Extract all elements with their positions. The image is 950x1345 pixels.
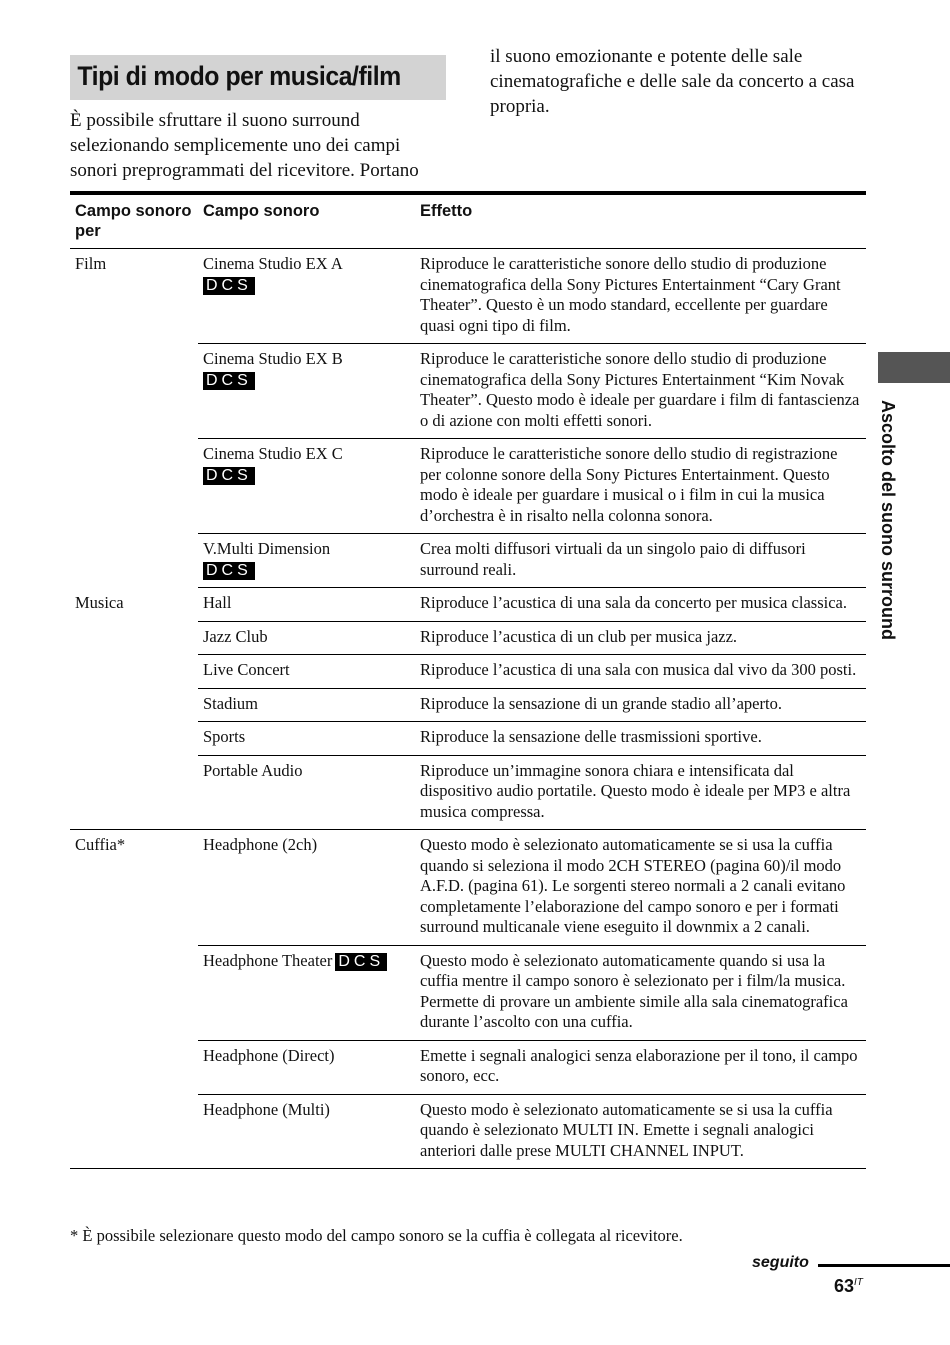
header-category: Campo sonoro per [70, 195, 198, 249]
dcs-badge: DCS [203, 372, 255, 390]
header-sound-field: Campo sonoro [198, 195, 415, 249]
header-effect: Effetto [415, 195, 866, 249]
sound-field-effect: Riproduce l’acustica di una sala da concerto per musica classica. [415, 588, 866, 622]
sound-field-name: Hall [198, 588, 415, 622]
sound-field-name: Live Concert [198, 655, 415, 689]
sound-field-effect: Riproduce le caratteristiche sonore dello studio di registrazione per colonne sonore della Sony Pictures Entertainment. Questo modo è ideale per guardare i musical o i film in cui la musica d’orchestra è in risalto nella colonna sonora. [415, 439, 866, 534]
intro-paragraph-left: È possibile sfruttare il suono surround selezionando semplicemente uno dei campi sonori preprogrammati del ricevitore. Portano [70, 110, 419, 181]
sound-field-name: Sports [198, 722, 415, 756]
sound-field-name: Headphone (2ch) [198, 830, 415, 946]
footnote: * È possibile selezionare questo modo del campo sonoro se la cuffia è collegata al ricevitore. [70, 1226, 683, 1245]
table-row [70, 588, 866, 622]
sound-field-effect: Riproduce l’acustica di un club per musica jazz. [415, 621, 866, 655]
sound-field-effect: Riproduce un’immagine sonora chiara e intensificata dal dispositivo audio portatile. Questo modo è ideale per MP3 e altra musica compressa. [415, 755, 866, 830]
sound-field-effect: Questo modo è selezionato automaticamente quando si usa la cuffia mentre il campo sonoro è selezionato per i film/la musica. Permette di provare un ambiente simile alla sala cinematografica durante l’ascolto con una cuffia. [415, 945, 866, 1040]
dcs-badge: DCS [203, 277, 255, 295]
table-row [70, 830, 866, 946]
page-number: $63^{IT}$ [834, 1276, 863, 1296]
continued-label: seguito [752, 1254, 809, 1271]
category-musica: Musica [70, 588, 198, 830]
continued-rule [818, 1264, 950, 1267]
sound-field-name: Headphone Theater DCS [198, 945, 415, 1040]
sound-field-name: Headphone (Multi) [198, 1094, 415, 1169]
sound-field-name: Cinema Studio EX B DCS [198, 344, 415, 439]
dcs-badge: DCS [203, 562, 255, 580]
category-film: Film [75, 254, 107, 273]
category-cuffia: Cuffia* [70, 830, 198, 1169]
section-heading-box [70, 55, 446, 100]
dcs-badge: DCS [335, 953, 387, 971]
sound-field-name: Cinema Studio EX C DCS [198, 439, 415, 534]
sound-field-name: Stadium [198, 688, 415, 722]
intro-paragraph-right: il suono emozionante e potente delle sale cinematografiche e delle sale da concerto a casa propria. [490, 46, 855, 117]
sound-field-effect: Riproduce l’acustica di una sala con musica dal vivo da 300 posti. [415, 655, 866, 689]
sound-field-effect: Emette i segnali analogici senza elaborazione per il tono, il campo sonoro, ecc. [415, 1040, 866, 1094]
chapter-side-label: Ascolto del suono surround [878, 400, 898, 641]
sound-field-effect: Questo modo è selezionato automaticamente se si usa la cuffia quando si seleziona il modo 2CH STEREO (pagina 60)/il modo A.F.D. (pagina 61). Le sorgenti stereo normali a 2 canali evitano completamente l’elaborazione del campo sonoro e per i formati surround multicanale viene eseguito il downmix a 2 canali. [415, 830, 866, 946]
sound-field-effect: Riproduce le caratteristiche sonore dello studio di produzione cinematografica della Sony Pictures Entertainment “Kim Novak Theater”. Questo modo è ideale per guardare i film di fantascienza o di azione con molti effetti sonori. [415, 344, 866, 439]
chapter-tab-marker [878, 352, 950, 383]
sound-field-effect: Crea molti diffusori virtuali da un singolo paio di diffusori surround reali. [415, 534, 866, 588]
table-row [70, 249, 866, 344]
sound-field-name: V.Multi Dimension DCS [198, 534, 415, 588]
sound-field-name: Jazz Club [198, 621, 415, 655]
sound-field-effect: Riproduce la sensazione di un grande stadio all’aperto. [415, 688, 866, 722]
sound-field-name: Headphone (Direct) [198, 1040, 415, 1094]
section-heading: Tipi di modo per musica/film [77, 61, 401, 91]
sound-field-name: Cinema Studio EX A DCS [198, 249, 415, 344]
sound-field-table [70, 191, 866, 1169]
sound-field-name: Portable Audio [198, 755, 415, 830]
sound-field-effect: Questo modo è selezionato automaticamente se si usa la cuffia quando è selezionato MULTI IN. Emette i segnali analogici anteriori dalle prese MULTI CHANNEL INPUT. [415, 1094, 866, 1169]
sound-field-effect: Riproduce le caratteristiche sonore dello studio di produzione cinematografica della Sony Pictures Entertainment “Cary Grant Theater”. Questo è un modo standard, eccellente per guardare quasi ogni tipo di film. [415, 249, 866, 344]
sound-field-effect: Riproduce la sensazione delle trasmissioni sportive. [415, 722, 866, 756]
dcs-badge: DCS [203, 467, 255, 485]
table-header-row [70, 195, 866, 249]
